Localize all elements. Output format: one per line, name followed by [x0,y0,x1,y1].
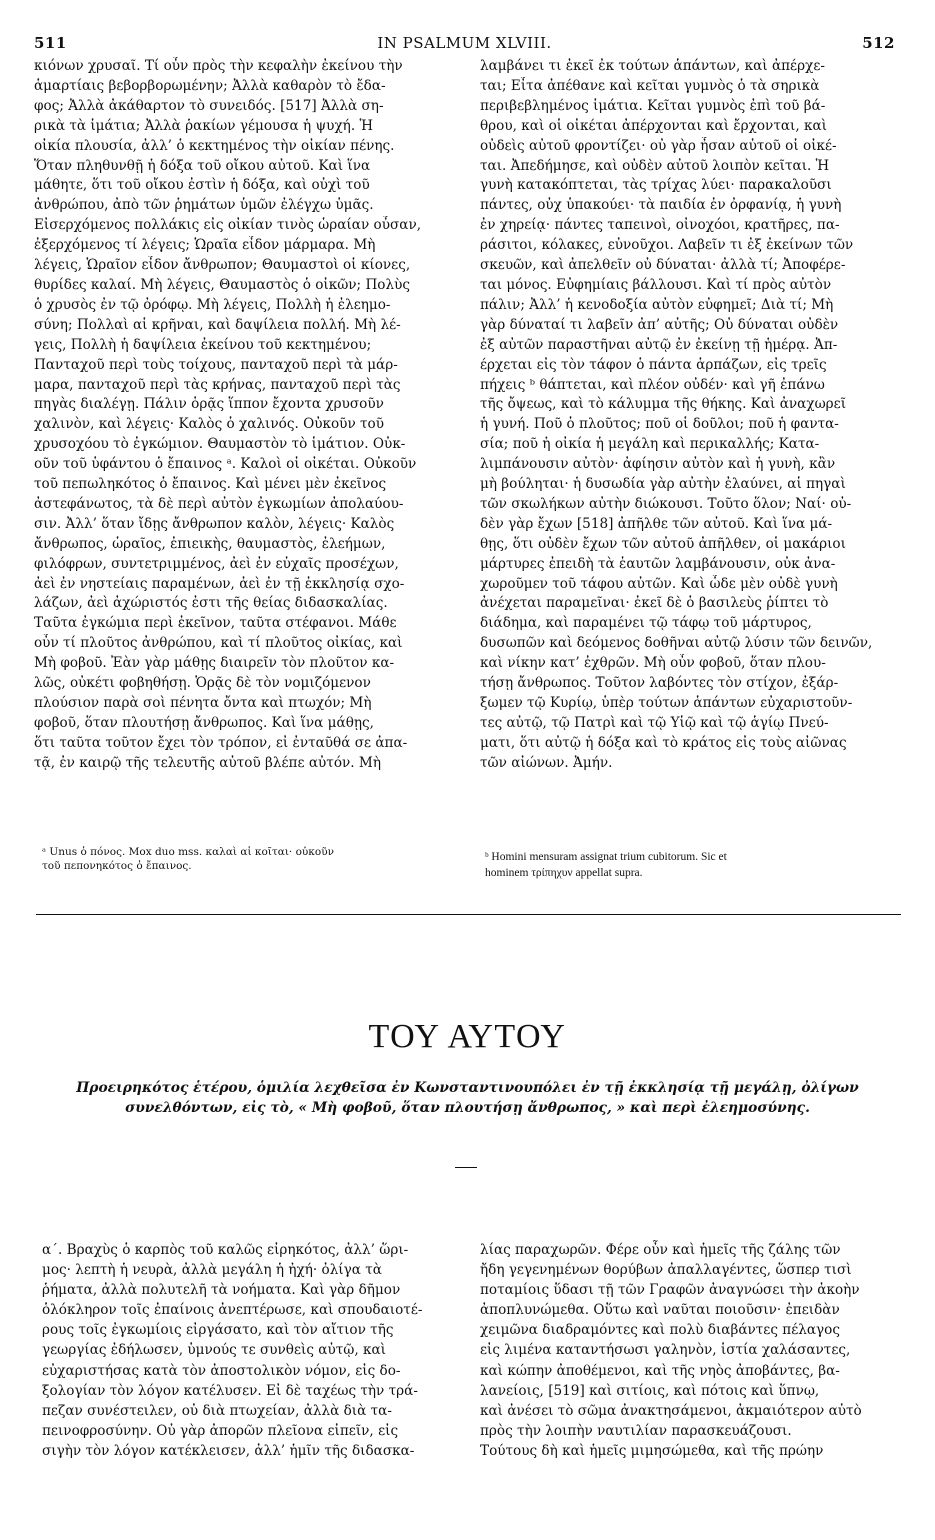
footnote-left [42,845,462,873]
text-line: ὁ χρυσὸς ἐν τῷ ὀρόφῳ. Μὴ λέγεις, Πολλὴ ἡ ἐλεημο- [34,296,391,313]
text-line: λαμβάνει τι ἐκεῖ ἐκ τούτων ἁπάντων, καὶ ἀπέρχε- [480,58,825,74]
text-line: ἄνθρωπος, ὡραῖος, ἐπιεικὴς, θαυμαστὸς, ἐλεήμων, [34,535,386,552]
text-line: πρὸς τὴν λοιπὴν ναυτιλίαν παρασκευάζουσι. [480,1422,792,1439]
text-line: ται μόνος. Εὐφημίαις βάλλουσι. Καὶ τί πρὸς αὐτὸν [480,276,832,293]
text-line: μάρτυρες ἐπειδὴ τὰ ἑαυτῶν λαμβάνουσιν, οὐκ ἀνα- [480,555,836,572]
text-line: Ταῦτα ἐγκώμια περὶ ἐκεῖνον, ταῦτα στέφανοι. Μάθε [34,615,397,632]
text-line: σκευῶν, καὶ ἀπελθεῖν οὐ δύναται· ἀλλὰ τί; Ἀποφέρε- [480,257,846,274]
text-line: ἡ γυνή. Ποῦ ὁ πλοῦτος; ποῦ οἱ δοῦλοι; ποῦ ἡ φαντα- [480,416,839,433]
text-line: μος· λεπτὴ ἡ νευρὰ, ἀλλὰ μεγάλη ἡ ἠχή· ὀλίγα τὰ [42,1262,382,1279]
text-line: καὶ νίκην κατ’ ἐχθρῶν. Μὴ οὖν φοβοῦ, ὅταν πλου- [480,655,826,672]
text-line: θυρίδες καλαί. Μὴ λέγεις, Θαυμαστὸς ὁ οἰκῶν; Πολὺς [34,276,410,293]
text-line: ρους τοῖς ἐγκωμίοις εἰργάσατο, καὶ τὸν αἴτιον τῆς [42,1322,394,1339]
text-line: α΄. Βραχὺς ὁ καρπὸς τοῦ καλῶς εἰρηκότος, ἀλλ’ ὥρι- [42,1242,409,1258]
section-subtitle [46,1078,889,1118]
text-line: οὖν τί πλοῦτος ἀνθρώπου, καὶ τί πλοῦτος οἰκίας, καὶ [34,635,403,652]
text-line: τῆς ὄψεως, καὶ τὸ κάλυμμα τῆς θήκης. Καὶ ἀναχωρεῖ [480,396,847,413]
text-line: ἐξ αὐτῶν παραστῆναι αὐτῷ ἐν ἐκείνῃ τῇ ἡμέρᾳ. Ἀπ- [480,336,838,353]
text-line: τες αὐτῷ, τῷ Πατρὶ καὶ τῷ Υἱῷ καὶ τῷ ἁγίῳ Πνεύ- [480,714,829,731]
text-line: ράσιτοι, κόλακες, εὐνοῦχοι. Λαβεῖν τι ἐξ ἐκείνων τῶν [480,237,854,254]
text-line: καὶ ἀνέσει τὸ σῶμα ἀνακτησάμενοι, ἀκμαιότερον αὐτὸ [480,1402,862,1419]
text-line: πλούσιον παρὰ σοὶ πένητα ὄντα καὶ πτωχόν; Μὴ [34,695,372,711]
text-line: ματι, ὅτι αὐτῷ ἡ δόξα καὶ τὸ κράτος εἰς τοὺς αἰῶνας [480,734,847,751]
text-line: εὐχαριστήσας κατὰ τὸν ἀποστολικὸν νόμον, εἰς δο- [42,1362,401,1379]
text-line: ἀστεφάνωτος, τὰ δὲ περὶ αὐτὸν ἐγκωμίων ἀπολαύου- [34,495,404,512]
right-column-text [480,57,900,774]
text-line: έρχεται εἰς τὸν τάφον ὁ πάντα ἁρπάζων, εἰς τρεῖς [480,356,827,373]
text-line: λέγεις, Ὡραῖον εἶδον ἄνθρωπον; Θαυμαστοὶ οἱ κίονες, [34,257,411,274]
text-line: λιμπάνουσιν αὐτὸν· ἀφίησιν αὐτὸν καὶ ἡ γυνὴ, κἂν [480,456,836,473]
text-line: δὲν γὰρ ἔχων [518] ἀπῆλθε τῶν αὐτοῦ. Καὶ ἵνα μά- [480,515,833,532]
text-line: συνελθόντων, εἰς τὸ, « Μὴ φοβοῦ, ὅταν πλουτήσῃ ἄνθρωπος, » καὶ περὶ ἐλεημοσύνης. [125,1100,810,1116]
left-column-text [34,57,454,774]
text-line: σιν. Ἀλλ’ ὅταν ἴδῃς ἄνθρωπον καλὸν, λέγεις· Καλὸς [34,515,395,532]
text-line: γεωργίας ἐδήλωσεν, ὑμνούς τε συνθεὶς αὐτῷ, καὶ [42,1342,386,1359]
text-line: hominem τρίπηχυν appellat supra. [485,867,643,879]
text-line: ἀνθρώπου, ἀπὸ τῶν ῥημάτων ὑμῶν ἐλέγχω ὑμᾶς. [34,197,374,214]
text-line: χρυσοχόου τὸ ἐγκώμιον. Θαυμαστὸν τὸ ἱμάτιον. Οὐκ- [34,436,406,453]
running-header [34,34,895,54]
text-line: ρικὰ τὰ ἱμάτια; Ἀλλὰ ῥακίων γέμουσα ἡ ψυχή. Ἡ [34,117,373,134]
text-line: θρου, καὶ οἱ οἰκέται ἀπέρχονται καὶ ἔρχονται, καὶ [480,117,827,134]
text-line: Εἰσερχόμενος πολλάκις εἰς οἰκίαν τινὸς ὡραίαν οὖσαν, [34,217,422,234]
text-line: χωροῦμεν τοῦ τάφου αὐτῶν. Καὶ ὧδε μὲν οὐδὲ γυνὴ [480,575,838,592]
text-line: τοῦ πεπωληκότος ὁ ἔπαινος. Καὶ μένει μὲν ἐκεῖνος [34,476,387,493]
text-line: πεινοφροσύνην. Οὐ γὰρ ἀπορῶν πλεῖονα εἰπεῖν, εἰς [42,1422,399,1439]
text-line: σιγὴν τὸν λόγον κατέκλεισεν, ἀλλ’ ἡμῖν τῆς διδασκα- [42,1442,415,1459]
text-line: γεις, Πολλὴ ἡ δαψίλεια ἐκείνου τοῦ κεκτημένου; [34,336,372,353]
text-line: Τούτους δὴ καὶ ἡμεῖς μιμησώμεθα, καὶ τῆς πρώην [480,1442,824,1459]
text-line: πάντες, οὐχ ὑπακούει· τὰ παιδία ἐν ὀρφανίᾳ, ἡ γυνὴ [480,197,842,214]
text-line: μαρα, πανταχοῦ περὶ τὰς κρήνας, πανταχοῦ περὶ τὰς [34,376,401,393]
text-line: πεζαν συνέστειλεν, οὐ διὰ πτωχείαν, ἀλλὰ διὰ τα- [42,1402,392,1419]
text-line: ὅτι ταῦτα τοῦτον ἔχει τὸν τρόπον, εἰ ἐνταῦθά σε ἀπα- [34,734,408,751]
text-line: θῃς, ὅτι οὐδὲν ἔχων τῶν αὐτοῦ ἀπῆλθεν, οἱ μακάριοι [480,535,846,552]
text-line: τήσῃ ἄνθρωπος. Τοῦτον λαβόντες τὸν στίχον, ἐξάρ- [480,675,839,692]
text-line: ται. Ἀπεδήμησε, καὶ οὐδὲν αὐτοῦ λοιπὸν κεῖται. Ἡ [480,157,830,174]
text-line: οὐδεὶς αὐτοῦ φροντίζει· οὐ γὰρ ἦσαν αὐτοῦ οἱ οἰκέ- [480,137,837,154]
text-line: σύνη; Πολλαὶ αἱ κρῆναι, καὶ δαψίλεια πολλή. Μὴ λέ- [34,316,401,333]
text-line: ᵃ Unus ὁ πόνος. Mox duo mss. καλαὶ αἱ κοῖται· οὐκοῦν [42,846,334,858]
text-line: δυσωπῶν καὶ δεόμενος δοθῆναι αὐτῷ λύσιν τῶν δεινῶν, [480,635,873,652]
text-line: οἰκία πλουσία, ἀλλ’ ὁ κεκτημένος τὴν οἰκίαν πένης. [34,137,395,154]
page-number-left: 511 [34,34,67,52]
text-line: χαλινὸν, καὶ λέγεις· Καλὸς ὁ χαλινός. Οὐκοῦν τοῦ [34,416,384,433]
text-line: ποταμίοις ὕδασι τῇ τῶν Γραφῶν ἀναγνώσει τὴν ἀκοὴν [480,1282,860,1299]
footnote-right [485,849,900,881]
text-line: ἐν χηρείᾳ· πάντες ταπεινοὶ, οἰνοχόοι, κρατῆρες, πα- [480,217,840,234]
text-line: μὴ βούληται· ἡ δυσωδία γὰρ αὐτὴν ἐλαύνει, αἱ πηγαὶ [480,476,846,493]
text-line: ἀποπλυνώμεθα. Οὕτω καὶ ναῦται ποιοῦσιν· ἐπειδὰν [480,1302,840,1319]
text-line: φοβοῦ, ὅταν πλουτήσῃ ἄνθρωπος. Καὶ ἵνα μάθῃς, [34,714,374,731]
text-line: ται; Εἶτα ἀπέθανε καὶ κεῖται γυμνὸς ὁ τὰ σηρικὰ [480,77,820,94]
text-line: ἀνέχεται παραμεῖναι· ἐκεῖ δὲ ὁ βασιλεὺς ῥίπτει τὸ [480,595,829,612]
text-line: γὰρ δύναταί τι λαβεῖν ἀπ’ αὐτῆς; Οὐ δύναται οὐδὲν [480,316,839,333]
text-line: τῶν αἰώνων. Ἀμήν. [480,754,613,771]
text-line: ἁμαρτίαις βεβορβορωμένην; Ἀλλὰ καθαρὸν τὸ ἔδα- [34,77,386,94]
section-separator [36,914,901,915]
text-line: τῶν σκωλήκων αὐτὴν διώκουσι. Τοῦτο ὅλον; Ναί· οὐ- [480,495,852,512]
bottom-left-column-text [42,1240,456,1461]
text-line: τᾷ, ἐν καιρῷ τῆς τελευτῆς αὐτοῦ βλέπε αὐτόν. Μὴ [34,754,381,771]
page-number-right: 512 [862,34,895,52]
text-line: Πανταχοῦ περὶ τοὺς τοίχους, πανταχοῦ περὶ τὰ μάρ- [34,356,398,373]
text-line: λίας παραχωρῶν. Φέρε οὖν καὶ ἡμεῖς τῆς ζάλης τῶν [480,1242,841,1258]
text-line: ᵇ Homini mensuram assignat trium cubitorum. Sic et [485,851,727,863]
text-line: ἤδη γεγενημένων θορύβων ἀπαλλαγέντες, ὥσπερ τισὶ [480,1262,852,1279]
text-line: λάζων, ἀεὶ ἀχώριστός ἐστι τῆς θείας διδασκαλίας. [34,595,388,612]
text-line: ὁλόκληρον τοῖς ἐπαίνοις ἀνεπτέρωσε, καὶ σπουδαιοτέ- [42,1302,423,1319]
text-line: πήχεις ᵇ θάπτεται, καὶ πλέον οὐδέν· καὶ γῆ ἐπάνω [480,376,825,393]
text-line: σία; ποῦ ἡ οἰκία ἡ μεγάλη καὶ περικαλλής; Κατα- [480,436,820,453]
text-line: ῥήματα, ἀλλὰ πολυτελῆ τὰ νοήματα. Καὶ γὰρ δῆμον [42,1282,401,1299]
text-line: χειμῶνα διαδραμόντες καὶ πολὺ διαβάντες πέλαγος [480,1322,840,1339]
text-line: Ὅταν πληθυνθῇ ἡ δόξα τοῦ οἴκου αὐτοῦ. Καὶ ἵνα [34,157,371,174]
text-line: περιβεβλημένος ἱμάτια. Κεῖται γυμνὸς ἐπὶ τοῦ βά- [480,97,826,114]
text-line: μάθητε, ὅτι τοῦ οἴκου ἐστὶν ἡ δόξα, καὶ οὐχὶ τοῦ [34,177,370,194]
text-line: κιόνων χρυσαῖ. Τί οὖν πρὸς τὴν κεφαλὴν ἐκείνου τὴν [34,58,403,74]
bottom-right-column-text [480,1240,900,1461]
text-line: τοῦ πεπονηκότος ὁ ἔπαινος. [42,860,192,872]
text-line: πηγὰς διαλέγῃ. Πάλιν ὁρᾷς ἵππον ἔχοντα χρυσοῦν [34,396,384,413]
title-dash [455,1167,477,1168]
text-line: ξολογίαν τὸν λόγον κατέλυσεν. Εἰ δὲ ταχέως τὴν τρά- [42,1382,418,1399]
text-line: ἐξερχόμενος τί λέγεις; Ὡραῖα εἶδον μάρμαρα. Μὴ [34,237,376,254]
text-line: καὶ κώπην ἀποθέμενοι, καὶ τῆς νηὸς ἀποβάντες, βα- [480,1362,840,1379]
text-line: γυνὴ κατακόπτεται, τὰς τρίχας λύει· παρακαλοῦσι [480,177,832,194]
text-line: εἰς λιμένα καταντήσωσι γαληνὸν, ἱστία χαλάσαντες, [480,1342,851,1359]
text-line: λανείοις, [519] καὶ σιτίοις, καὶ πότοις καὶ ὕπνῳ, [480,1382,820,1399]
running-title: IN PSALMUM XLVIII. [377,34,552,52]
section-title: ΤΟΥ ΑΥΤΟΥ [368,1018,567,1055]
text-line: Μὴ φοβοῦ. Ἐὰν γὰρ μάθῃς διαιρεῖν τὸν πλοῦτον κα- [34,655,395,672]
text-line: φος; Ἀλλὰ ἀκάθαρτον τὸ συνειδός. [517] Ἀλλὰ ση- [34,97,384,114]
text-line: ἀεὶ ἐν νηστείαις παραμένων, ἀεὶ ἐν τῇ ἐκκλησίᾳ σχο- [34,575,405,592]
text-line: φιλόφρων, συντετριμμένος, ἀεὶ ἐν εὐχαῖς προσέχων, [34,555,399,572]
text-line: διάδημα, καὶ παραμένει τῷ τάφῳ τοῦ μάρτυρος, [480,615,812,632]
text-line: οῦν τοῦ ὑφάντου ὁ ἔπαινος ᵃ. Καλοὶ οἱ οἰκέται. Οὐκοῦν [34,456,417,473]
text-line: Προειρηκότος ἑτέρου, ὁμιλία λεχθεῖσα ἐν Κωνσταντινουπόλει ἐν τῇ ἐκκλησίᾳ τῇ μεγάλῃ, ὀλίγων [76,1080,859,1096]
text-line: λῶς, οὐκέτι φοβηθήσῃ. Ὁρᾷς δὲ τὸν νομιζόμενον [34,675,371,692]
text-line: πάλιν; Ἀλλ’ ἡ κενοδοξία αὐτὸν εὐφημεῖ; Διὰ τί; Μὴ [480,296,834,313]
text-line: ξωμεν τῷ Κυρίῳ, ὑπὲρ τούτων ἁπάντων εὐχαριστοῦν- [480,695,853,711]
